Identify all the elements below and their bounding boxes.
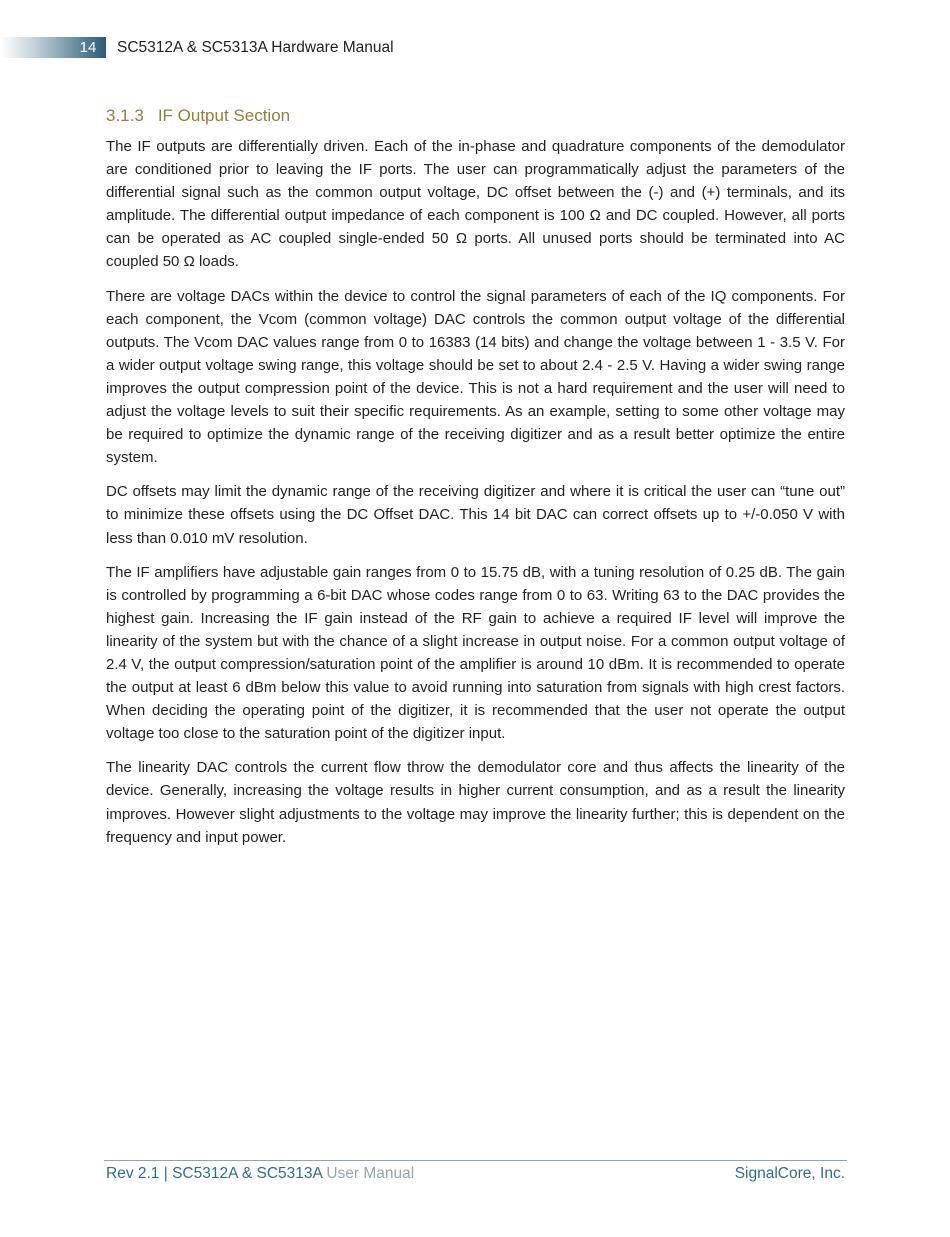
section-heading [106,105,290,127]
footer-company: SignalCore, Inc. [734,1165,845,1182]
footer-revision [106,1163,414,1184]
footer-rev: Rev 2.1 [106,1165,160,1182]
section-number: 3.1.3 [106,106,144,125]
footer-doc-type: User Manual [322,1165,415,1182]
body-text [106,135,845,860]
footer-separator: | [159,1165,173,1182]
header-title: SC5312A & SC5313A Hardware Manual [117,39,394,56]
paragraph-if-amplifiers: The IF amplifiers have adjustable gain ranges from 0 to 15.75 dB, with a tuning resolution of 0.25 dB. The gain is controlled by programming a 6-bit DAC whose codes range from 0 to 63. Writing 63 to the DAC provides the highest gain. Increasing the IF gain instead of the RF gain to achieve a required IF level will improve the linearity of the system but with the chance of a slight increase in output noise. For a common output voltage of 2.4 V, the output compression/saturation point of the amplifier is around 10 dBm. It is recommended to operate the output at least 6 dBm below this value to avoid running into saturation from signals with high crest factors. When deciding the operating point of the digitizer, it is recommended that the user not operate the output voltage too close to the saturation point of the digitizer input. [106,563,845,743]
paragraph-linearity-dac: The linearity DAC controls the current flow throw the demodulator core and thus affects the linearity of the device. Generally, increasing the voltage results in higher current consumption, and as a result the linearity improves. However slight adjustments to the voltage may improve the linearity further; this is dependent on the frequency and input power. [106,759,845,846]
section-title: IF Output Section [157,106,291,125]
page-number: 14 [79,39,97,56]
footer-product: SC5312A & SC5313A [172,1165,323,1182]
paragraph-dc-offsets: DC offsets may limit the dynamic range of the receiving digitizer and where it is critical the user can “tune out” to minimize these offsets using the DC Offset DAC. This 14 bit DAC can correct offsets up to +/-0.050 V with less than 0.010 mV resolution. [106,483,845,547]
footer-divider [104,1160,847,1161]
paragraph-voltage-dacs: There are voltage DACs within the device to control the signal parameters of each of the IQ components. For each component, the Vcom (common voltage) DAC controls the common output voltage of the differential outputs. The Vcom DAC values range from 0 to 16383 (14 bits) and change the voltage between 1 - 3.5 V. For a wider output voltage swing range, this voltage should be set to about 2.4 - 2.5 V. Having a wider swing range improves the output compression point of the device. This is not a hard requirement and the user will need to adjust the voltage levels to suit their specific requirements. As an example, setting to some other voltage may be required to optimize the dynamic range of the receiving digitizer and as a result better optimize the entire system. [106,287,845,467]
paragraph-if-outputs: The IF outputs are differentially driven. Each of the in-phase and quadrature components of the demodulator are conditioned prior to leaving the IF ports. The user can programmatically adjust the parameters of the differential signal such as the common output voltage, DC offset between the (-) and (+) terminals, and its amplitude. The differential output impedance of each component is 100 Ω and DC coupled. However, all ports can be operated as AC coupled single-ended 50 Ω ports. All unused ports should be terminated into AC coupled 50 Ω loads. [106,138,845,271]
